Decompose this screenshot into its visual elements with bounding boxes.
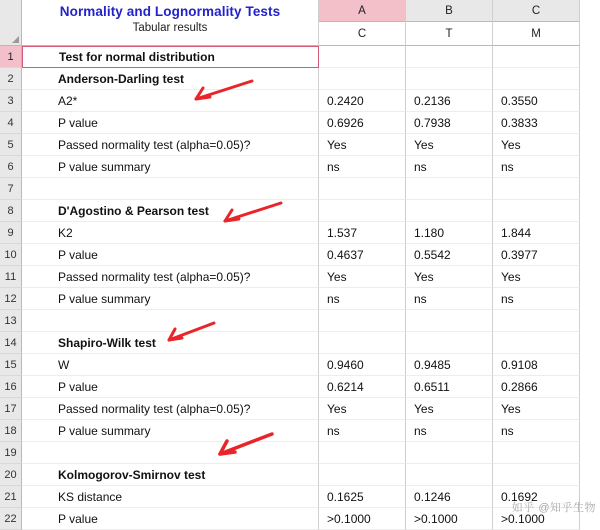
row-label-cell[interactable]: [22, 178, 319, 200]
table-row: [0, 90, 600, 112]
data-cell[interactable]: 0.6511: [406, 376, 493, 398]
data-cell[interactable]: 1.844: [493, 222, 580, 244]
row-number[interactable]: 10: [0, 244, 22, 266]
data-cell[interactable]: [406, 68, 493, 90]
row-number[interactable]: 3: [0, 90, 22, 112]
data-cell[interactable]: 0.1246: [406, 486, 493, 508]
table-row: [0, 244, 600, 266]
data-cell[interactable]: ns: [493, 288, 580, 310]
data-cell[interactable]: [493, 310, 580, 332]
row-number[interactable]: 22: [0, 508, 22, 530]
data-cell[interactable]: [493, 46, 580, 68]
table-row: [0, 420, 600, 442]
data-cell[interactable]: [406, 178, 493, 200]
table-row: [0, 310, 600, 332]
data-cell[interactable]: Yes: [406, 134, 493, 156]
table-row: [0, 68, 600, 90]
data-cell[interactable]: >0.1000: [406, 508, 493, 530]
data-cell[interactable]: 0.3550: [493, 90, 580, 112]
row-number[interactable]: 17: [0, 398, 22, 420]
row-label-cell[interactable]: P value summary: [22, 288, 319, 310]
table-row: [0, 200, 600, 222]
row-label-cell[interactable]: Anderson-Darling test: [22, 68, 319, 90]
data-cell[interactable]: [406, 46, 493, 68]
triangle-corner-icon: [12, 36, 19, 43]
data-cell[interactable]: 0.2136: [406, 90, 493, 112]
data-cell[interactable]: 0.2420: [319, 90, 406, 112]
data-cell[interactable]: Yes: [319, 134, 406, 156]
row-label-cell[interactable]: P value summary: [22, 156, 319, 178]
table-row: [0, 46, 600, 68]
data-cell[interactable]: 0.9460: [319, 354, 406, 376]
data-cell[interactable]: Yes: [493, 398, 580, 420]
page-title: Normality and Lognormality Tests: [59, 4, 281, 19]
table-row: [0, 442, 600, 464]
row-number[interactable]: 5: [0, 134, 22, 156]
row-number[interactable]: 16: [0, 376, 22, 398]
data-cell[interactable]: 0.1625: [319, 486, 406, 508]
sheet-title-block: [22, 0, 319, 46]
data-cell[interactable]: 0.6926: [319, 112, 406, 134]
data-cell[interactable]: [319, 178, 406, 200]
data-cell[interactable]: ns: [406, 288, 493, 310]
data-cell[interactable]: [319, 46, 406, 68]
data-cell[interactable]: 0.4637: [319, 244, 406, 266]
row-number[interactable]: 19: [0, 442, 22, 464]
data-cell[interactable]: Yes: [493, 266, 580, 288]
data-cell[interactable]: [406, 442, 493, 464]
data-cell[interactable]: ns: [319, 288, 406, 310]
data-cell[interactable]: [493, 332, 580, 354]
data-cell[interactable]: >0.1000: [319, 508, 406, 530]
table-row: [0, 376, 600, 398]
row-number[interactable]: 18: [0, 420, 22, 442]
row-number[interactable]: 20: [0, 464, 22, 486]
table-row: [0, 486, 600, 508]
data-cell[interactable]: [406, 200, 493, 222]
row-label-cell[interactable]: KS distance: [22, 486, 319, 508]
row-label-cell[interactable]: P value: [22, 376, 319, 398]
table-row: [0, 266, 600, 288]
table-row: [0, 288, 600, 310]
data-cell[interactable]: 0.3833: [493, 112, 580, 134]
row-number[interactable]: 2: [0, 68, 22, 90]
table-row: [0, 398, 600, 420]
table-row: [0, 156, 600, 178]
data-cell[interactable]: [406, 464, 493, 486]
data-cell[interactable]: 0.6214: [319, 376, 406, 398]
table-row: [0, 332, 600, 354]
data-cell[interactable]: Yes: [406, 266, 493, 288]
column-header-b[interactable]: [406, 0, 493, 46]
row-label-cell[interactable]: Passed normality test (alpha=0.05)?: [22, 398, 319, 420]
row-label-cell[interactable]: D'Agostino & Pearson test: [22, 200, 319, 222]
column-letter-b[interactable]: B: [406, 0, 492, 22]
table-row: [0, 134, 600, 156]
data-cell[interactable]: 0.2866: [493, 376, 580, 398]
data-cell[interactable]: [493, 442, 580, 464]
data-cell[interactable]: [319, 68, 406, 90]
data-cell[interactable]: [319, 442, 406, 464]
row-number[interactable]: 13: [0, 310, 22, 332]
data-cell[interactable]: 1.180: [406, 222, 493, 244]
row-label-cell[interactable]: Kolmogorov-Smirnov test: [22, 464, 319, 486]
column-name-b[interactable]: T: [445, 27, 453, 40]
data-cell[interactable]: [493, 464, 580, 486]
row-label-cell[interactable]: P value: [22, 244, 319, 266]
row-number[interactable]: 8: [0, 200, 22, 222]
row-number[interactable]: 1: [0, 46, 22, 68]
data-cell[interactable]: Yes: [319, 398, 406, 420]
row-number[interactable]: 4: [0, 112, 22, 134]
data-cell[interactable]: 0.7938: [406, 112, 493, 134]
table-row: [0, 222, 600, 244]
table-row: [0, 508, 600, 530]
page-subtitle: Tabular results: [132, 22, 208, 34]
data-cell[interactable]: Yes: [406, 398, 493, 420]
row-label-cell[interactable]: Passed normality test (alpha=0.05)?: [22, 134, 319, 156]
row-label-cell[interactable]: Shapiro-Wilk test: [22, 332, 319, 354]
row-number[interactable]: 11: [0, 266, 22, 288]
row-number[interactable]: 6: [0, 156, 22, 178]
data-cell[interactable]: [493, 68, 580, 90]
data-cell[interactable]: [493, 178, 580, 200]
row-number[interactable]: 21: [0, 486, 22, 508]
row-label-cell[interactable]: Passed normality test (alpha=0.05)?: [22, 266, 319, 288]
data-cell[interactable]: [406, 332, 493, 354]
row-label-cell[interactable]: A2*: [22, 90, 319, 112]
sheet-header: [0, 0, 600, 46]
data-cell[interactable]: 0.9485: [406, 354, 493, 376]
table-row: [0, 112, 600, 134]
table-row: [0, 178, 600, 200]
table-row: [0, 354, 600, 376]
data-cell[interactable]: ns: [493, 156, 580, 178]
row-label-cell[interactable]: W: [22, 354, 319, 376]
data-cell[interactable]: ns: [319, 420, 406, 442]
column-name-a[interactable]: C: [357, 27, 367, 40]
data-cell[interactable]: ns: [406, 156, 493, 178]
data-cell[interactable]: 0.5542: [406, 244, 493, 266]
data-cell[interactable]: [406, 310, 493, 332]
data-cell[interactable]: 1.537: [319, 222, 406, 244]
row-label-cell[interactable]: Test for normal distribution: [22, 46, 319, 68]
row-number[interactable]: 7: [0, 178, 22, 200]
row-label-cell[interactable]: [22, 310, 319, 332]
data-cell[interactable]: 0.9108: [493, 354, 580, 376]
row-number[interactable]: 15: [0, 354, 22, 376]
select-all-corner[interactable]: [0, 0, 22, 46]
table-row: [0, 464, 600, 486]
data-cell[interactable]: ns: [493, 420, 580, 442]
column-letter-c[interactable]: C: [493, 0, 579, 22]
row-label-cell[interactable]: [22, 442, 319, 464]
row-label-cell[interactable]: P value: [22, 508, 319, 530]
column-header-c[interactable]: [493, 0, 580, 46]
sheet-grid: [0, 46, 600, 530]
data-cell[interactable]: >0.1000: [493, 508, 580, 530]
data-cell[interactable]: ns: [319, 156, 406, 178]
row-number[interactable]: 9: [0, 222, 22, 244]
data-cell[interactable]: 0.1692: [493, 486, 580, 508]
data-cell[interactable]: [319, 332, 406, 354]
column-header-a[interactable]: [319, 0, 406, 46]
data-cell[interactable]: ns: [406, 420, 493, 442]
column-letter-a[interactable]: A: [319, 0, 405, 22]
row-label-cell[interactable]: K2: [22, 222, 319, 244]
data-cell[interactable]: [319, 310, 406, 332]
data-cell[interactable]: [319, 464, 406, 486]
row-label-cell[interactable]: P value summary: [22, 420, 319, 442]
data-cell[interactable]: 0.3977: [493, 244, 580, 266]
data-cell[interactable]: Yes: [493, 134, 580, 156]
data-cell[interactable]: Yes: [319, 266, 406, 288]
row-label-cell[interactable]: P value: [22, 112, 319, 134]
row-number[interactable]: 14: [0, 332, 22, 354]
watermark: 如乎 @知乎生物: [511, 502, 596, 514]
column-name-c[interactable]: M: [531, 27, 541, 40]
data-cell[interactable]: [493, 200, 580, 222]
data-cell[interactable]: [319, 200, 406, 222]
row-number[interactable]: 12: [0, 288, 22, 310]
